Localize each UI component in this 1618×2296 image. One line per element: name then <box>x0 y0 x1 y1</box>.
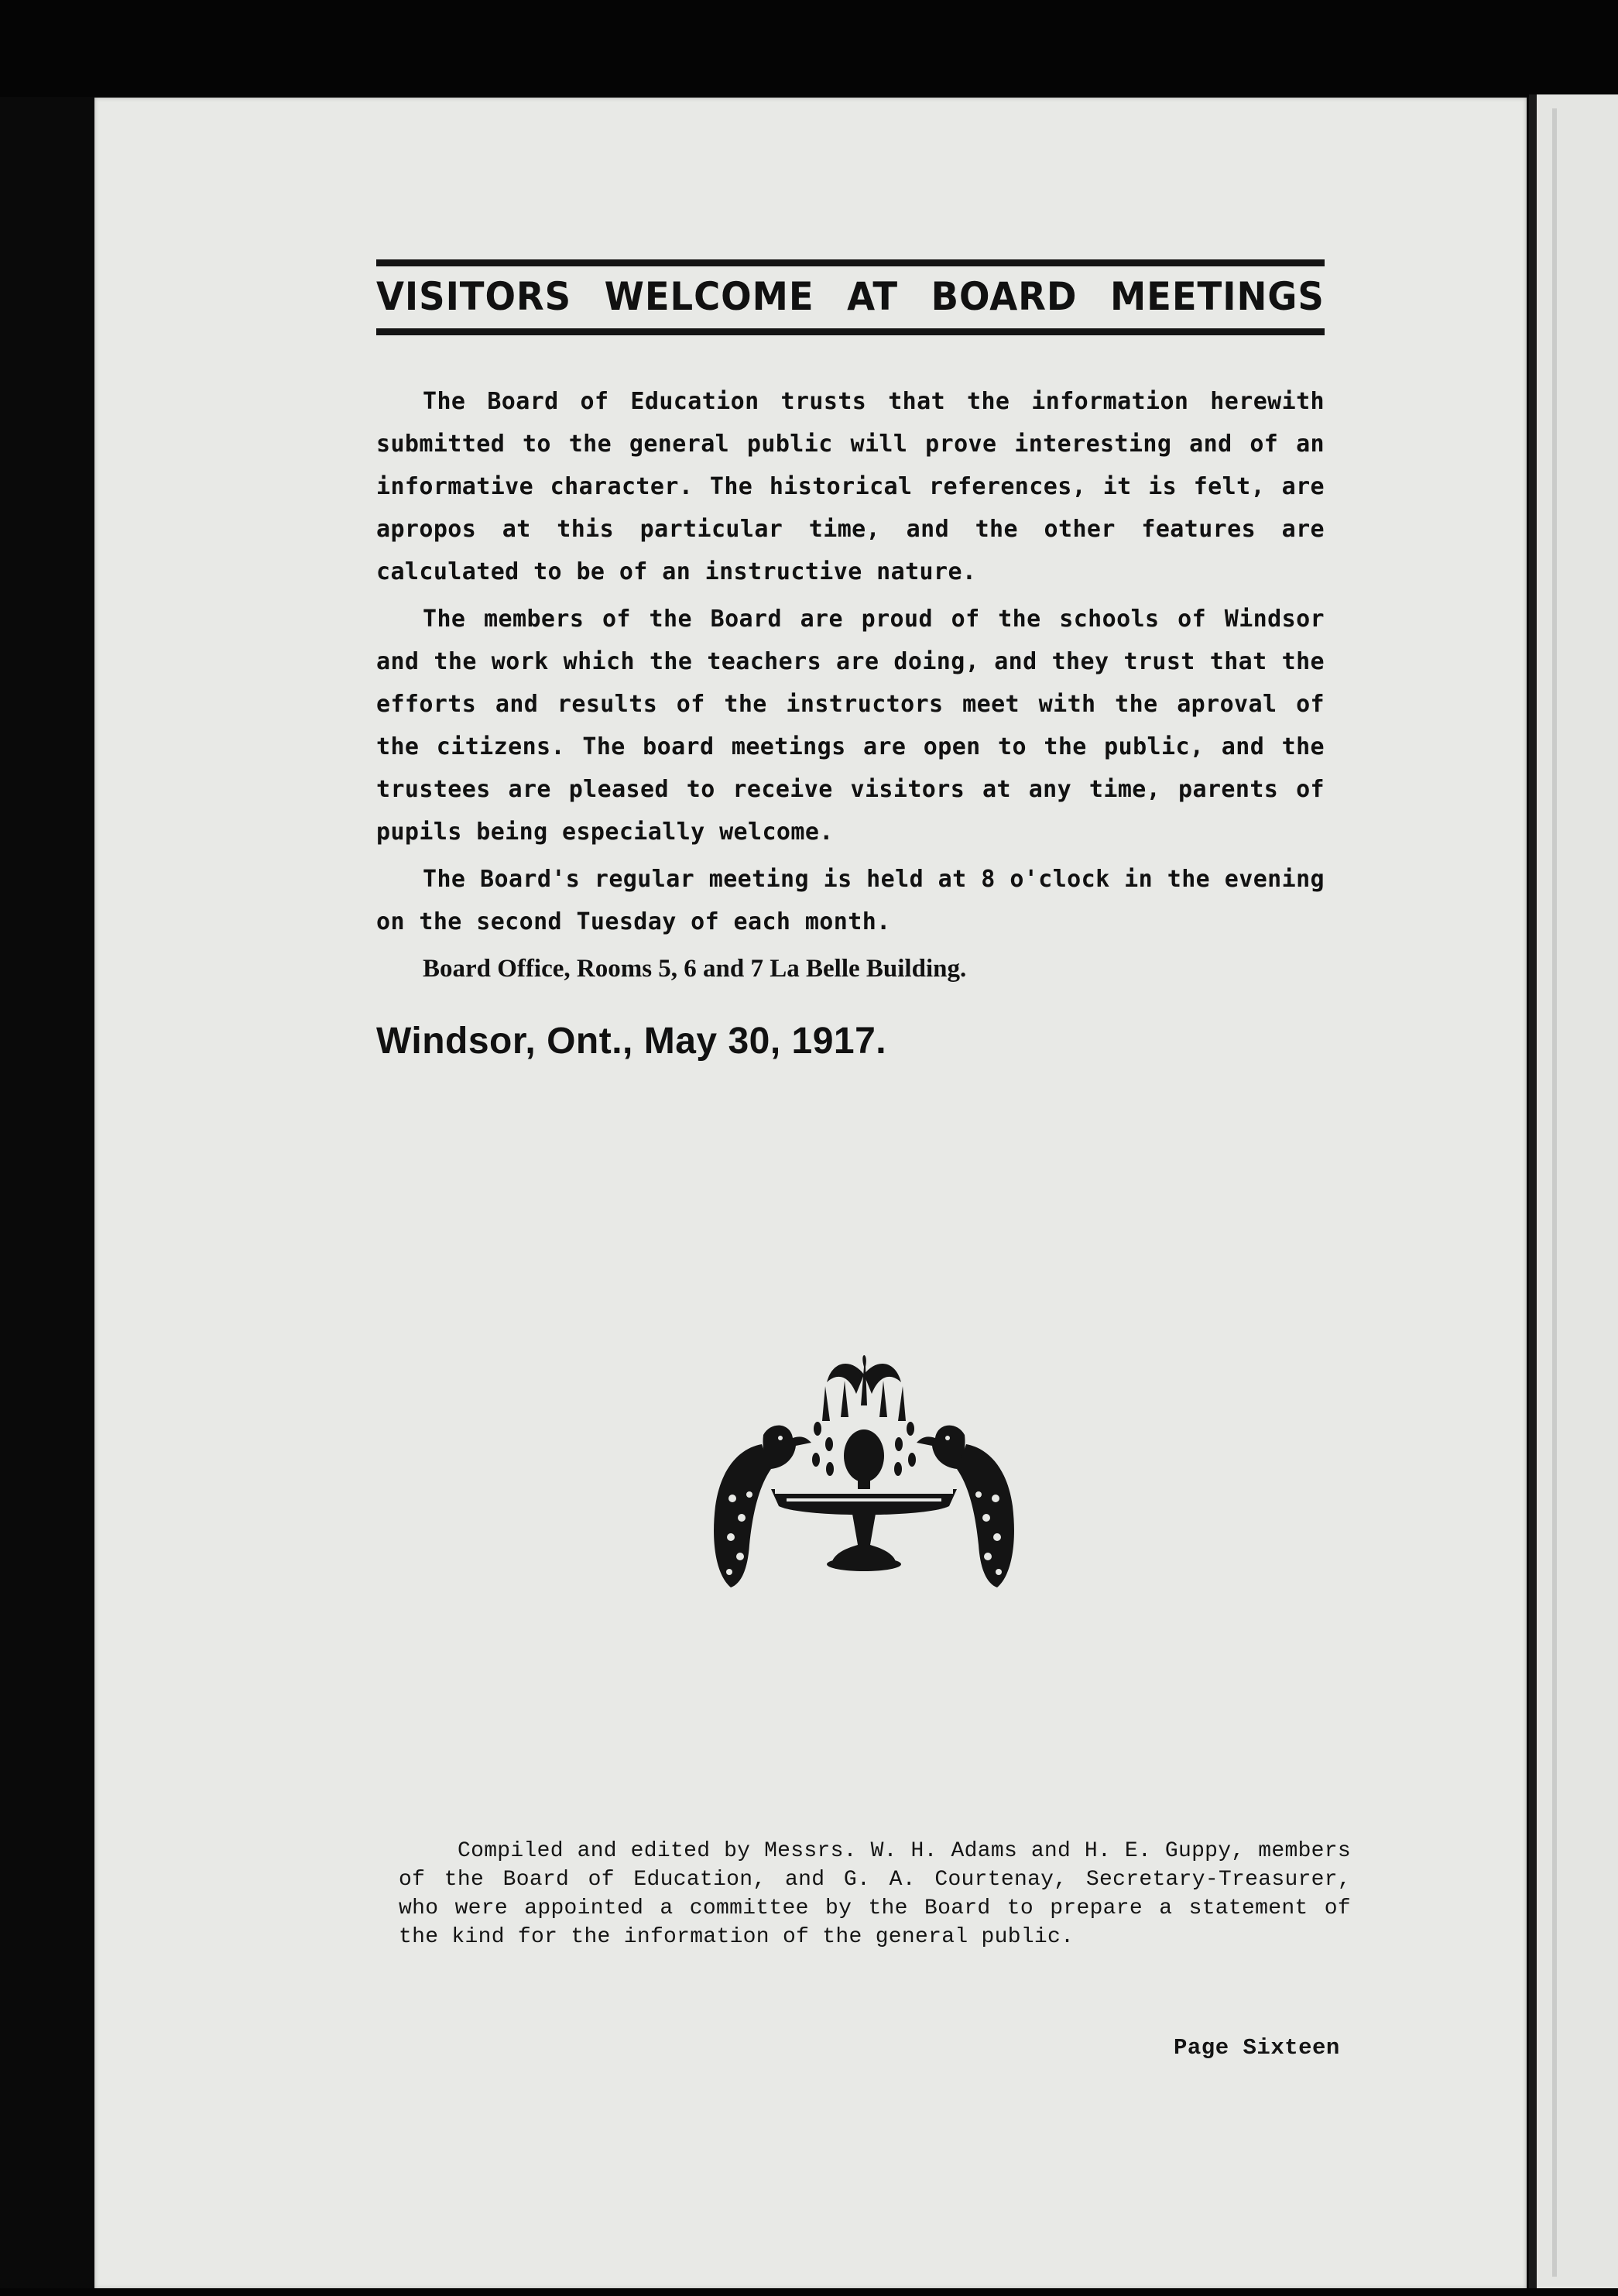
paragraph-1: The Board of Education trusts that the information herewith submitted to the general public will prove interesting and of an informative character. The historical references, it is felt, are apropos at this particular time, and the other features are calculated to be of an instructive nature. <box>376 388 1325 585</box>
fountain-with-peacocks-icon <box>694 1351 1034 1607</box>
credits-note: Compiled and edited by Messrs. W. H. Adams and H. E. Guppy, members of the Board of Education, and G. A. Courtenay, Secretary-Treasurer, who were appointed a committee by the Board to prepare a statement of the kind for the information of the general public. <box>399 1839 1351 1949</box>
page-number: Page Sixteen <box>1174 2035 1340 2061</box>
adjacent-page-shadow <box>1552 108 1557 2277</box>
heading-rule-top <box>376 259 1325 266</box>
adjacent-page-edge <box>1529 94 1618 2296</box>
scan-border-bottom <box>0 2288 1618 2296</box>
main-content <box>376 259 1325 1062</box>
paragraph-3: The Board's regular meeting is held at 8 o'clock in the evening on the second Tuesday of each month. <box>376 866 1325 935</box>
paragraph-2: The members of the Board are proud of the schools of Windsor and the work which the teachers are doing, and they trust that the efforts and results of the instructors meet with the aproval of the citizens. The board meetings are open to the public, and the trustees are pleased to receive visitors at any time, parents of pupils being especially welcome. <box>376 606 1325 846</box>
place-date: Windsor, Ont., May 30, 1917. <box>376 1021 887 1062</box>
page-heading: VISITORS WELCOME AT BOARD MEETINGS <box>376 274 1325 319</box>
board-office-line: Board Office, Rooms 5, 6 and 7 La Belle Building. <box>423 955 967 983</box>
heading-rule-bottom <box>376 328 1325 335</box>
body-text <box>376 380 1325 990</box>
scan-border-top <box>0 0 1618 97</box>
